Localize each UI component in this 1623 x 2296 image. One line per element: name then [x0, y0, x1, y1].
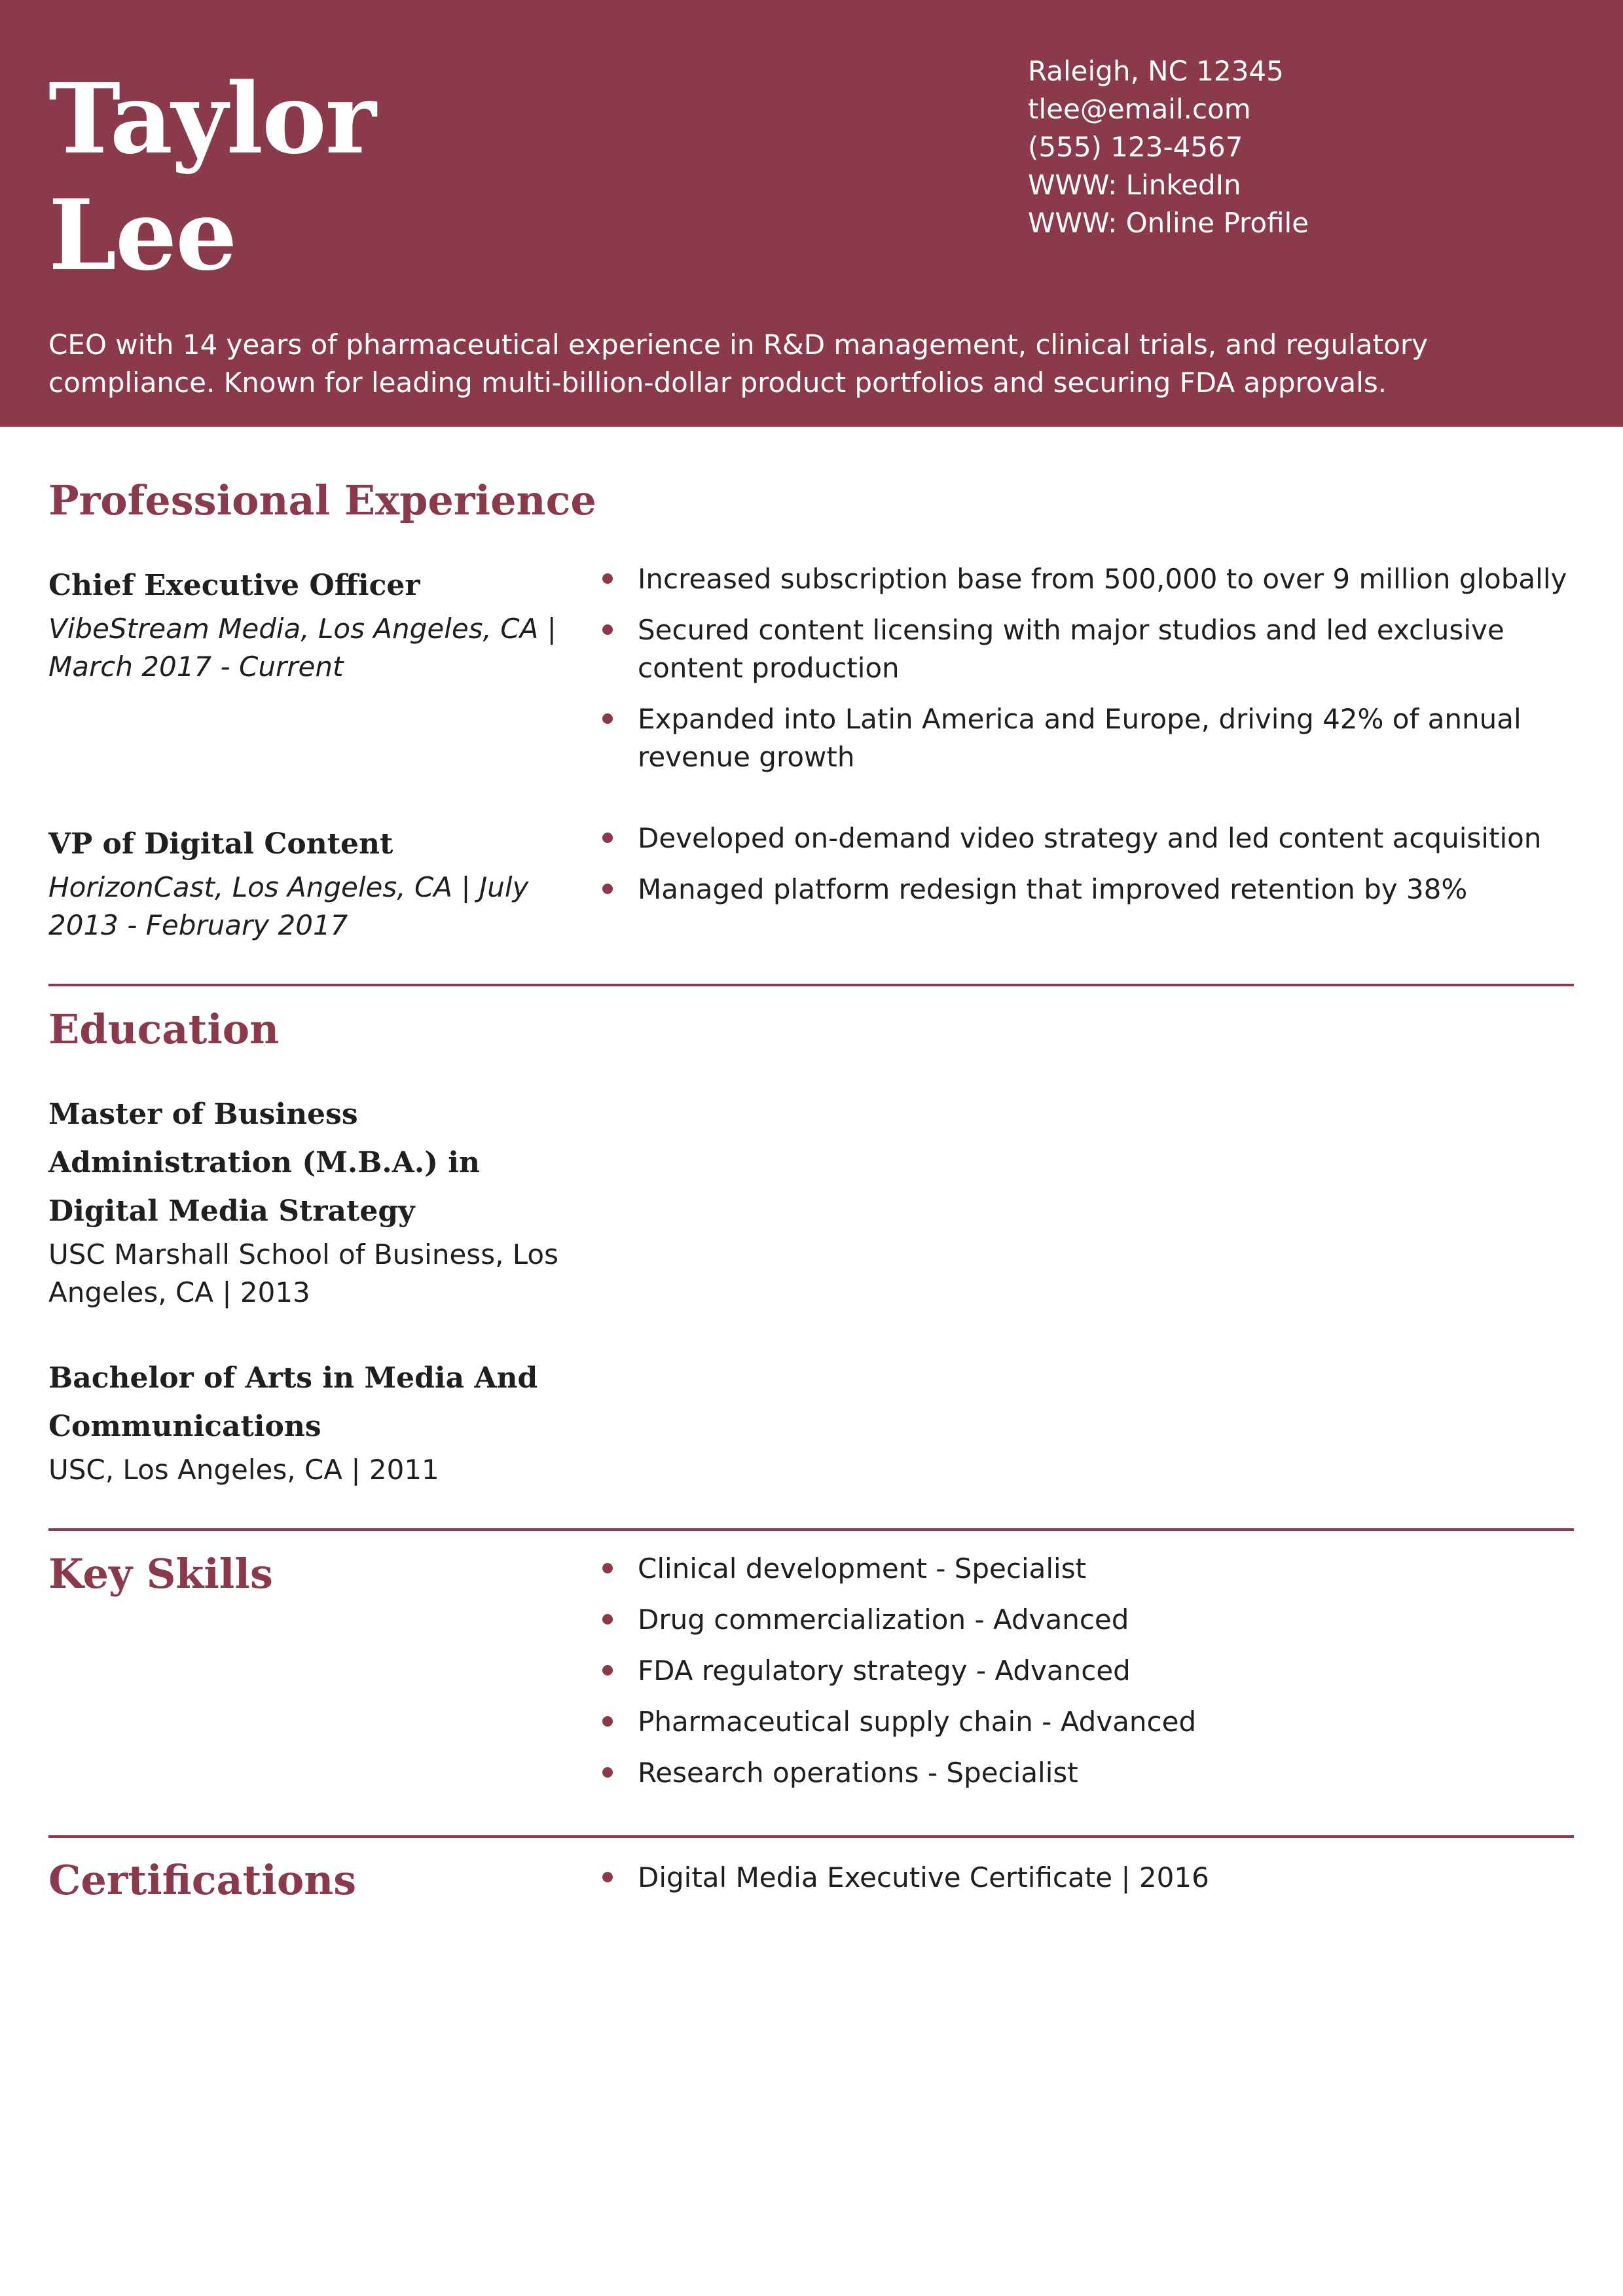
last-name: Lee [48, 178, 236, 292]
education-heading: Education [48, 1005, 280, 1053]
list-item: Pharmaceutical supply chain - Advanced [602, 1703, 1578, 1741]
list-item: Secured content licensing with major studios and led exclusive content production [602, 611, 1578, 687]
contact-linkedin[interactable]: WWW: LinkedIn [1028, 169, 1241, 201]
job-2-details [48, 820, 559, 944]
degree-title: Master of Business Administration (M.B.A.) in Digital Media Strategy [48, 1098, 481, 1228]
list-item: Digital Media Executive Certificate | 2016 [602, 1859, 1578, 1897]
degree-title: Bachelor of Arts in Media And Communications [48, 1361, 538, 1443]
first-name: Taylor [48, 62, 375, 175]
skills-list [602, 1550, 1578, 1805]
professional-summary: CEO with 14 years of pharmaceutical experience in R&D management, clinical trials, and regulatory compliance. Known for leading multi-billion-dollar product portfolios and securing FDA approvals. [48, 329, 1428, 399]
list-item: Expanded into Latin America and Europe, driving 42% of annual revenue growth [602, 700, 1578, 776]
school-meta: USC Marshall School of Business, Los Angeles, CA | 2013 [48, 1238, 559, 1308]
job-title: VP of Digital Content [48, 827, 393, 861]
bullet-icon [602, 1614, 613, 1624]
list-item: Increased subscription base from 500,000 to over 9 million globally [602, 560, 1578, 598]
contact-phone[interactable]: (555) 123-4567 [1028, 131, 1243, 163]
list-item: Developed on-demand video strategy and led content acquisition [602, 819, 1578, 857]
list-item: Managed platform redesign that improved retention by 38% [602, 870, 1578, 908]
skills-heading: Key Skills [48, 1550, 273, 1598]
header-banner [0, 0, 1623, 427]
bullet-icon [602, 1665, 613, 1676]
list-item: Clinical development - Specialist [602, 1550, 1578, 1588]
bullet-icon [602, 1716, 613, 1727]
contact-info [1028, 52, 1309, 242]
bullet-icon [602, 884, 613, 894]
school-meta: USC, Los Angeles, CA | 2011 [48, 1454, 439, 1486]
section-divider [48, 984, 1574, 986]
contact-online-profile[interactable]: WWW: Online Profile [1028, 207, 1309, 239]
list-item: Drug commercialization - Advanced [602, 1601, 1578, 1639]
candidate-name [48, 60, 375, 293]
certifications-list [602, 1859, 1578, 1910]
certifications-heading: Certifications [48, 1856, 357, 1904]
bullet-icon [602, 1872, 613, 1882]
bullet-icon [602, 713, 613, 724]
bullet-icon [602, 573, 613, 584]
job-1-details [48, 562, 559, 686]
section-divider [48, 1835, 1574, 1838]
section-divider [48, 1528, 1574, 1531]
bullet-icon [602, 624, 613, 635]
bullet-icon [602, 1767, 613, 1778]
list-item: FDA regulatory strategy - Advanced [602, 1652, 1578, 1690]
contact-address: Raleigh, NC 12345 [1028, 55, 1284, 87]
list-item: Research operations - Specialist [602, 1754, 1578, 1792]
job-2-bullets [602, 819, 1578, 922]
job-meta: HorizonCast, Los Angeles, CA | July 2013 - February 2017 [48, 871, 529, 941]
job-meta: VibeStream Media, Los Angeles, CA | March 2017 - Current [48, 613, 556, 683]
bullet-icon [602, 1563, 613, 1573]
contact-email[interactable]: tlee@email.com [1028, 93, 1251, 125]
education-item-2 [48, 1354, 559, 1489]
job-1-bullets [602, 560, 1578, 789]
experience-heading: Professional Experience [48, 476, 596, 524]
bullet-icon [602, 833, 613, 843]
education-item-1 [48, 1090, 559, 1312]
job-title: Chief Executive Officer [48, 569, 420, 602]
